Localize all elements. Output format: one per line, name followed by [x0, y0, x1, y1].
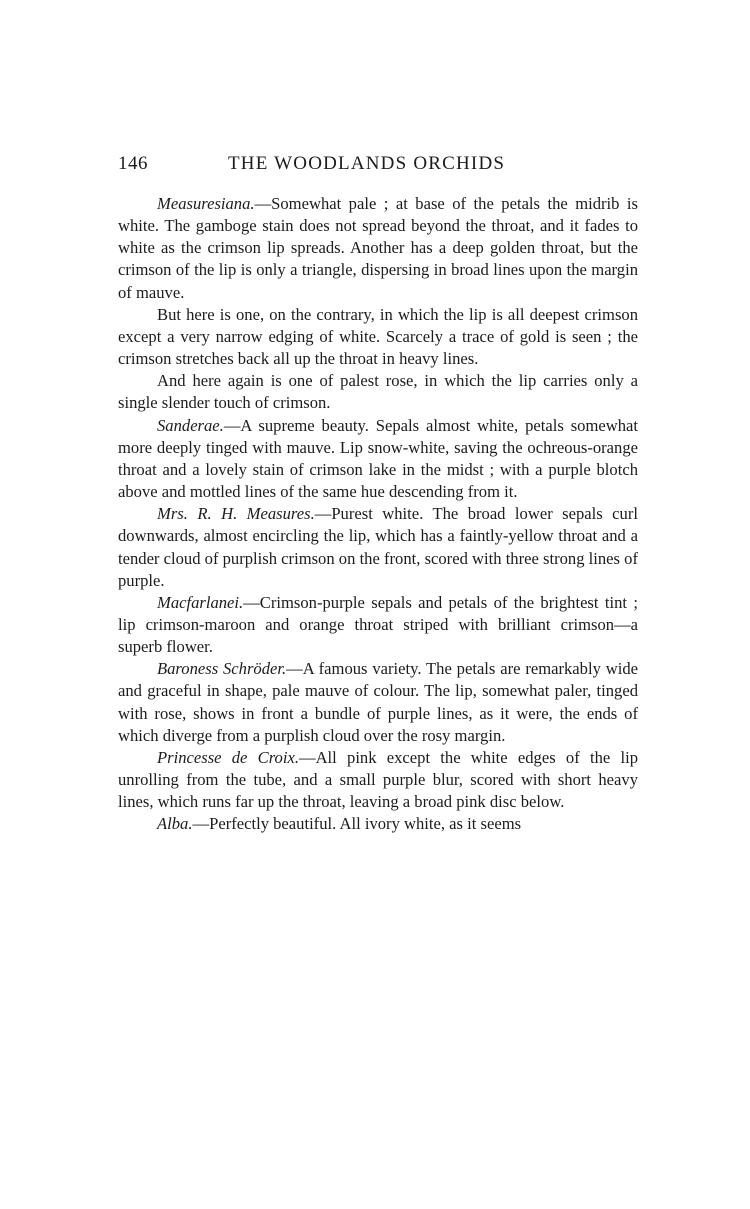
paragraph-crimson-lip	[118, 304, 638, 370]
paragraph-alba	[118, 813, 638, 835]
paragraph-text: —Perfectly beautiful. All ivory white, as it seems	[192, 814, 522, 834]
paragraph-text: —A famous variety. The petals are remarkably wide and graceful in shape, pale mauve of colour. The lip, somewhat paler, tinged with rose, shows in front a bundle of purple lines, as it were, the ends of which diverge from a purplish cloud over the rosy margin.	[118, 659, 638, 745]
page-number: 146	[118, 153, 148, 174]
paragraph-sanderae	[118, 415, 638, 504]
running-head: THE WOODLANDS ORCHIDS	[228, 153, 506, 174]
paragraph-text: —All pink except the white edges of the lip unrolling from the tube, and a small purple blur, scored with short heavy lines, which runs far up the throat, leaving a broad pink disc below.	[118, 747, 638, 812]
paragraph-measuresiana	[118, 193, 638, 304]
variety-name: Princesse de Croix.	[157, 747, 299, 767]
paragraph-baroness-schroder	[118, 658, 638, 747]
variety-name: Sanderae.	[157, 415, 224, 435]
paragraph-mrs-measures	[118, 503, 638, 592]
paragraph-text: —A supreme beauty. Sepals almost white, petals somewhat more deeply tinged with mauve. Lip snow-white, saving the ochreous-orange throat and a lovely stain of crimson lake in the midst ; with a purple blotch above and mottled lines of the same hue descending from it.	[118, 415, 638, 502]
paragraph-palest-rose	[118, 370, 638, 414]
body-text	[118, 193, 638, 836]
variety-name: Measuresiana.	[157, 194, 255, 213]
page-header	[118, 153, 638, 183]
paragraph-text: —Purest white. The broad lower sepals curl downwards, almost encircling the lip, which has a faintly-yellow throat and a tender cloud of purplish crimson on the front, scored with three strong lines of purple.	[118, 504, 638, 590]
paragraph-text: —Crimson-purple sepals and petals of the brightest tint ; lip crimson-maroon and orange throat striped with brilliant crimson—a superb flower.	[118, 592, 638, 657]
paragraph-text: And here again is one of palest rose, in which the lip carries only a single slender touch of crimson.	[118, 371, 638, 413]
paragraph-macfarlanei	[118, 592, 638, 658]
paragraph-text: But here is one, on the contrary, in which the lip is all deepest crimson except a very narrow edging of white. Scarcely a trace of gold is seen ; the crimson stretches back all up the throat in heavy lines.	[118, 304, 638, 369]
variety-name: Baroness Schröder.	[157, 659, 287, 679]
variety-name: Alba.	[157, 814, 193, 834]
paragraph-text: —Somewhat pale ; at base of the petals the midrib is white. The gamboge stain does not spread beyond the throat, and it fades to white as the crimson lip spreads. Another has a deep golden throat, but the crimson of the lip is only a triangle, dispersing in broad lines upon the margin of mauve.	[118, 194, 638, 302]
variety-name: Mrs. R. H. Measures.	[157, 504, 315, 524]
variety-name: Macfarlanei.	[157, 592, 244, 612]
paragraph-princesse-de-croix	[118, 747, 638, 813]
